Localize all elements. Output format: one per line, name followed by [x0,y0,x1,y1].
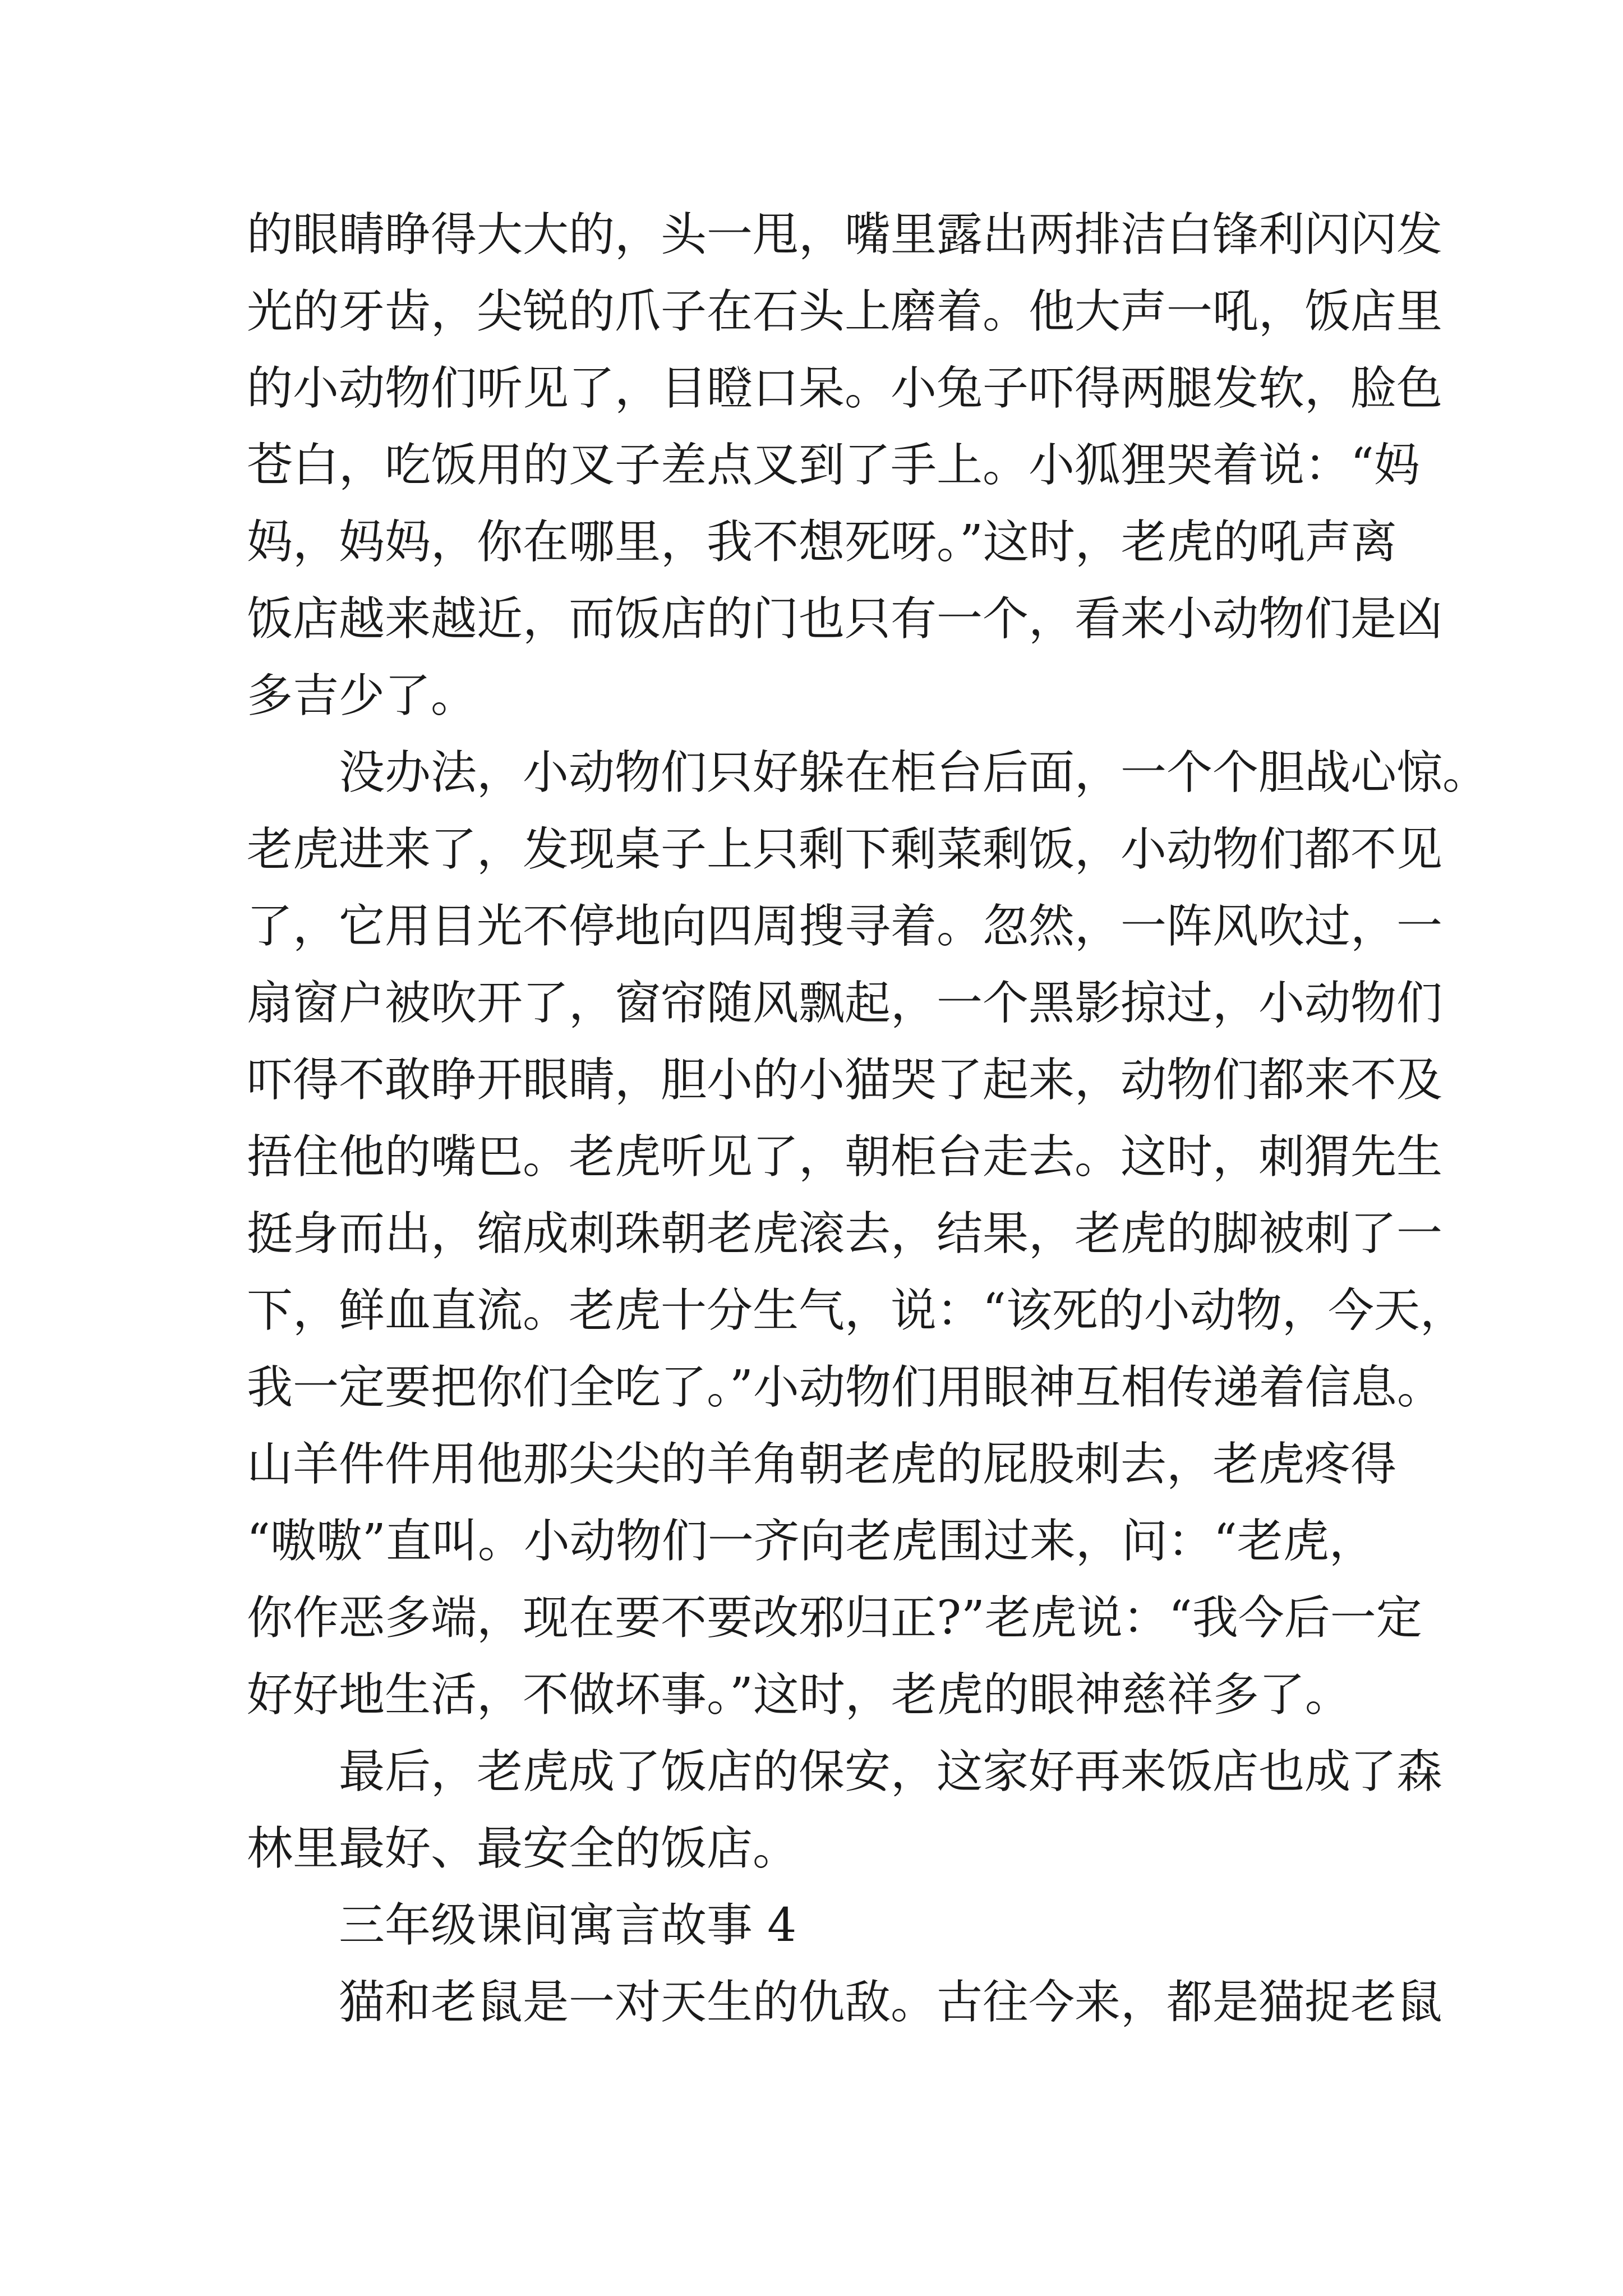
text-line: 扇窗户被吹开了，窗帘随风飘起，一个黑影掠过，小动物们 [247,977,1443,1030]
text-line: 我一定要把你们全吃了。”小动物们用眼神互相传递着信息。 [247,1361,1443,1414]
paragraph-start-line: 猫和老鼠是一对天生的仇敌。古往今来，都是猫捉老鼠 [339,1976,1443,2029]
text-line: 好好地生活，不做坏事。”这时，老虎的眼神慈祥多了。 [247,1668,1351,1722]
paragraph-start-line: 最后，老虎成了饭店的保安，这家好再来饭店也成了森 [339,1745,1443,1798]
text-line: “嗷嗷”直叫。小动物们一齐向老虎围过来，问：“老虎， [247,1515,1375,1568]
text-line: 的眼睛睁得大大的，头一甩，嘴里露出两排洁白锋利闪闪发 [247,208,1443,261]
text-line: 挺身而出，缩成刺珠朝老虎滚去，结果，老虎的脚被刺了一 [247,1207,1443,1260]
text-line: 下，鲜血直流。老虎十分生气，说：“该死的小动物，今天， [247,1284,1466,1337]
text-line: 饭店越来越近，而饭店的门也只有一个，看来小动物们是凶 [247,592,1443,646]
text-line: 多吉少了。 [247,669,477,723]
story-text [247,196,1489,2041]
text-line: 捂住他的嘴巴。老虎听见了，朝柜台走去。这时，刺猬先生 [247,1130,1443,1184]
paragraph-start-line: 没办法，小动物们只好躲在柜台后面，一个个胆战心惊。 [339,746,1489,799]
text-line: 的小动物们听见了，目瞪口呆。小兔子吓得两腿发软，脸色 [247,362,1443,415]
text-line: 光的牙齿，尖锐的爪子在石头上磨着。他大声一吼，饭店里 [247,285,1443,338]
text-line: 吓得不敢睁开眼睛，胆小的小猫哭了起来，动物们都来不及 [247,1053,1443,1107]
text-line: 苍白，吃饭用的叉子差点叉到了手上。小狐狸哭着说：“妈 [247,439,1420,492]
text-line: 了，它用目光不停地向四周搜寻着。忽然，一阵风吹过，一 [247,900,1443,953]
text-line: 林里最好、最安全的饭店。 [247,1822,799,1875]
text-line: 你作恶多端，现在要不要改邪归正?”老虎说：“我今后一定 [247,1591,1422,1645]
section-heading: 三年级课间寓言故事 4 [339,1899,797,1952]
text-line: 山羊件件用他那尖尖的羊角朝老虎的屁股刺去，老虎疼得 [247,1438,1397,1491]
text-line: 老虎进来了，发现桌子上只剩下剩菜剩饭，小动物们都不见 [247,823,1443,876]
text-line: 妈，妈妈，你在哪里，我不想死呀。”这时，老虎的吼声离 [247,516,1397,569]
